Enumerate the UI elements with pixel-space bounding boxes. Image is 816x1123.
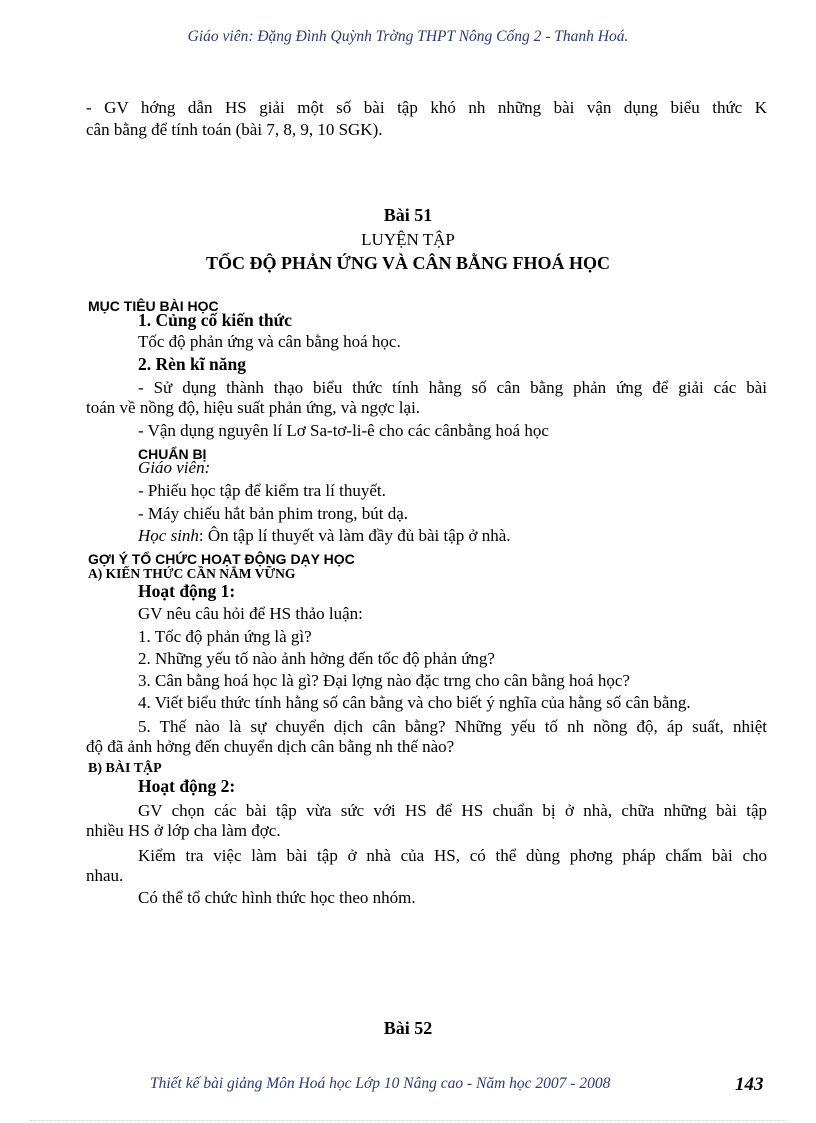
activity-2-text-2b: nhau. [86,866,124,885]
lesson-52-number: Bài 52 [383,1018,433,1038]
question-5a: 5. Thế nào là sự chuyển dịch cân bằng? Những yếu tố nh nồng độ, áp suất, nhiệt [138,717,767,736]
page-number: 143 [735,1074,764,1095]
prep-student-text: : Ôn tập lí thuyết và làm đầy đủ bài tập ở nhà. [198,526,511,545]
objectives-text-2b: toán về nồng độ, hiệu suất phản ứng, và ngợc lại. [86,398,421,417]
lesson-51-title: TỐC ĐỘ PHẢN ỨNG VÀ CÂN BẰNG FHOÁ HỌC [206,253,610,273]
prep-item-2: - Máy chiếu hắt bản phim trong, bút dạ. [138,504,409,523]
activity-2-title: Hoạt động 2: [138,776,236,796]
page-header: Giáo viên: Đặng Đình Quỳnh Trờng THPT Nông Cống 2 - Thanh Hoá. [187,28,629,45]
question-2: 2. Những yếu tố nào ảnh hởng đến tốc độ phản ứng? [138,649,495,668]
activity-1-intro: GV nêu câu hỏi để HS thảo luận: [138,604,363,623]
question-5b: độ đã ảnh hởng đến chuyển dịch cân bằng nh thế nào? [86,737,455,756]
objectives-text-1: Tốc độ phản ứng và cân bằng hoá học. [138,332,401,351]
prep-student-line [138,526,511,546]
objectives-text-3: - Vận dụng nguyên lí Lơ Sa-tơ-li-ê cho các cânbằng hoá học [138,421,549,440]
lesson-51-number: Bài 51 [383,205,433,225]
prep-student-label: Học sinh [138,526,199,545]
objectives-heading: MỤC TIÊU BÀI HỌC [88,298,219,314]
lesson-51-subtitle: LUYỆN TẬP [361,230,455,249]
prep-teacher-label: Giáo viên: [138,458,211,477]
objectives-text-2a: - Sử dụng thành thạo biểu thức tính hằng số cân bằng phản ứng để giải các bài [138,378,767,397]
activity-2-text-1a: GV chọn các bài tập vừa sức với HS để HS chuẩn bị ở nhà, chữa những bài tập [138,801,767,820]
objectives-subheading-2: 2. Rèn kĩ năng [138,354,246,374]
activity-2-text-3: Có thể tổ chức hình thức học theo nhóm. [138,888,416,907]
activity-2-text-1b: nhiều HS ở lớp cha làm đợc. [86,821,281,840]
activity-1-title: Hoạt động 1: [138,581,236,601]
prep-item-1: - Phiếu học tập để kiểm tra lí thuyết. [138,481,386,500]
page-footer: Thiết kế bài giảng Môn Hoá học Lớp 10 Nâng cao - Năm học 2007 - 2008 [150,1075,611,1092]
bottom-dotted-rule [30,1120,786,1121]
question-3: 3. Cân bằng hoá học là gì? Đại lợng nào đặc trng cho cân bằng hoá học? [138,671,630,690]
intro-line-2: cân bằng để tính toán (bài 7, 8, 9, 10 SGK). [86,120,383,139]
section-b-heading: B) BÀI TẬP [88,761,162,776]
intro-line-1: - GV hớng dẫn HS giải một số bài tập khó nh những bài vận dụng biểu thức K [86,98,767,117]
activity-2-text-2a: Kiểm tra việc làm bài tập ở nhà của HS, có thể dùng phơng pháp chấm bài cho [138,846,767,865]
prep-heading: CHUẨN BỊ [138,446,207,462]
question-1: 1. Tốc độ phản ứng là gì? [138,627,312,646]
activities-heading: GỢI Ý TỔ CHỨC HOẠT ĐỘNG DẠY HỌC [88,551,355,567]
objectives-subheading-1: 1. Củng cố kiến thức [138,310,292,330]
section-a-heading: A) KIẾN THỨC CẦN NẮM VỮNG [88,566,296,581]
question-4: 4. Viết biểu thức tính hằng số cân bằng và cho biết ý nghĩa của hằng số cân bằng. [138,693,691,712]
